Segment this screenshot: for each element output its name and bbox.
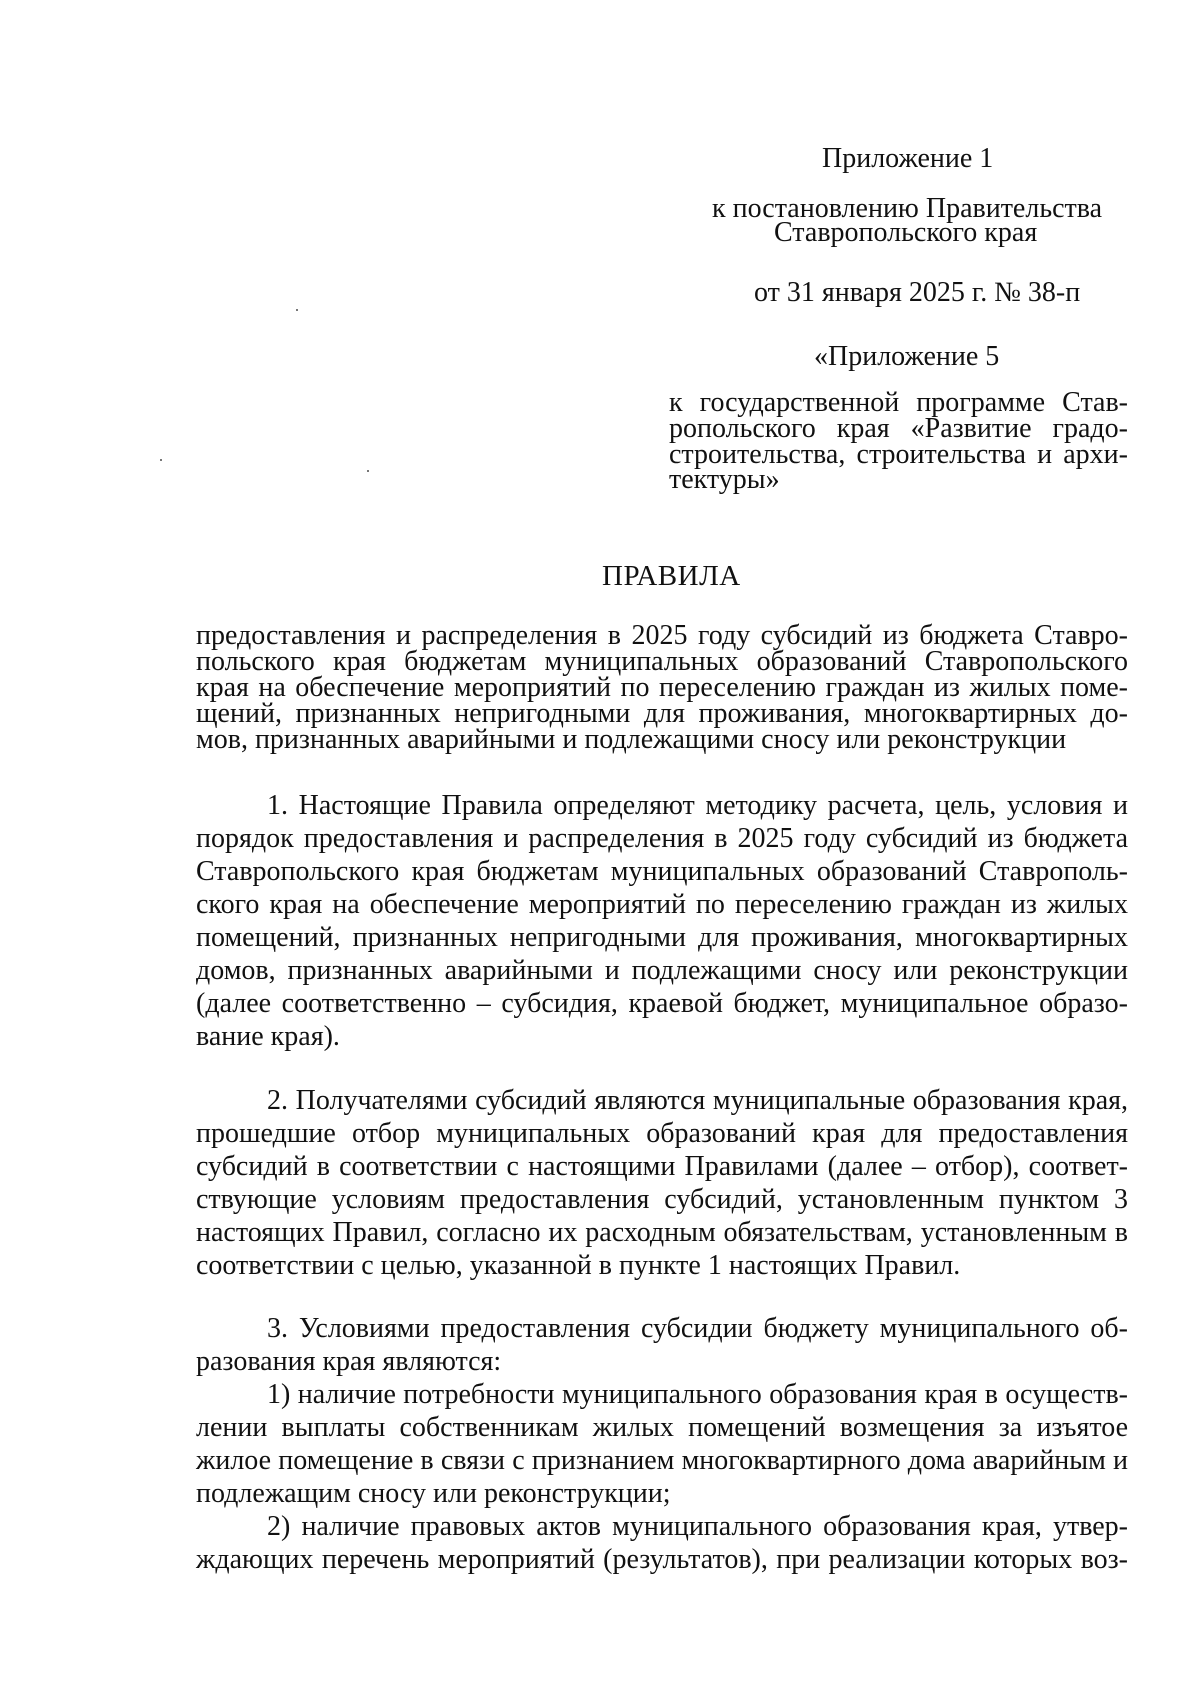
resolution-date-number: от 31 января 2025 г. № 38-п xyxy=(754,277,1081,308)
paragraph2-line-1: 2. Получателями субсидий являются муниципальные образования края, xyxy=(267,1085,1128,1116)
scan-speck xyxy=(160,459,162,461)
paragraph1-line-7: (далее соответственно – субсидия, краевой бюджет, муниципальное образо- xyxy=(196,988,1128,1019)
paragraph2-line-4: ствующие условиям предоставления субсидий, установленным пунктом 3 xyxy=(196,1184,1128,1215)
paragraph1-line-1: 1. Настоящие Правила определяют методику расчета, цель, условия и xyxy=(267,790,1128,821)
paragraph3-line-8: ждающих перечень мероприятий (результатов), при реализации которых воз- xyxy=(196,1544,1128,1575)
paragraph2-line-6: соответствии с целью, указанной в пункте 1 настоящих Правил. xyxy=(196,1250,961,1281)
program-line-4: тектуры» xyxy=(669,464,780,495)
paragraph2-line-5: настоящих Правил, согласно их расходным обязательствам, установленным в xyxy=(196,1217,1128,1248)
scan-speck xyxy=(367,470,369,472)
resolution-line-1: к постановлению Правительства xyxy=(712,193,1103,224)
paragraph1-line-3: Ставропольского края бюджетам муниципальных образований Ставрополь- xyxy=(196,856,1128,887)
paragraph1-line-4: ского края на обеспечение мероприятий по переселению граждан из жилых xyxy=(196,889,1128,920)
appendix-label: Приложение 1 xyxy=(822,143,994,174)
subtitle-line-2: польского края бюджетам муниципальных образований Ставропольского xyxy=(196,646,1128,677)
paragraph2-line-3: субсидий в соответствии с настоящими Правилами (далее – отбор), соответ- xyxy=(196,1151,1128,1182)
paragraph3-line-4: лении выплаты собственникам жилых помещений возмещения за изъятое xyxy=(196,1412,1128,1443)
subtitle-line-5: мов, признанных аварийными и подлежащими сносу или реконструкции xyxy=(196,724,1067,755)
paragraph1-line-8: вание края). xyxy=(196,1021,340,1052)
paragraph3-line-3: 1) наличие потребности муниципального образования края в осуществ- xyxy=(267,1379,1128,1410)
paragraph3-line-1: 3. Условиями предоставления субсидии бюджету муниципального об- xyxy=(267,1313,1128,1344)
paragraph3-line-7: 2) наличие правовых актов муниципального образования края, утвер- xyxy=(267,1511,1128,1542)
page-title: ПРАВИЛА xyxy=(602,560,741,592)
paragraph1-line-5: помещений, признанных непригодными для проживания, многоквартирных xyxy=(196,922,1128,953)
program-line-2: ропольского края «Развитие градо- xyxy=(669,413,1128,444)
resolution-line-2: Ставропольского края xyxy=(774,217,1038,248)
subtitle-line-4: щений, признанных непригодными для проживания, многоквартирных до- xyxy=(196,698,1128,729)
paragraph3-line-2: разования края являются: xyxy=(196,1346,502,1377)
appendix5-label: «Приложение 5 xyxy=(814,341,1000,372)
scan-speck xyxy=(296,309,298,311)
paragraph1-line-6: домов, признанных аварийными и подлежащими сносу или реконструкции xyxy=(196,955,1128,986)
paragraph1-line-2: порядок предоставления и распределения в 2025 году субсидий из бюджета xyxy=(196,823,1128,854)
paragraph3-line-5: жилое помещение в связи с признанием многоквартирного дома аварийным и xyxy=(196,1445,1128,1476)
subtitle-line-1: предоставления и распределения в 2025 году субсидий из бюджета Ставро- xyxy=(196,620,1128,651)
paragraph2-line-2: прошедшие отбор муниципальных образований края для предоставления xyxy=(196,1118,1128,1149)
program-line-3: строительства, строительства и архи- xyxy=(669,439,1128,470)
subtitle-line-3: края на обеспечение мероприятий по переселению граждан из жилых поме- xyxy=(196,672,1128,703)
program-line-1: к государственной программе Став- xyxy=(669,387,1128,418)
paragraph3-line-6: подлежащим сносу или реконструкции; xyxy=(196,1478,671,1509)
